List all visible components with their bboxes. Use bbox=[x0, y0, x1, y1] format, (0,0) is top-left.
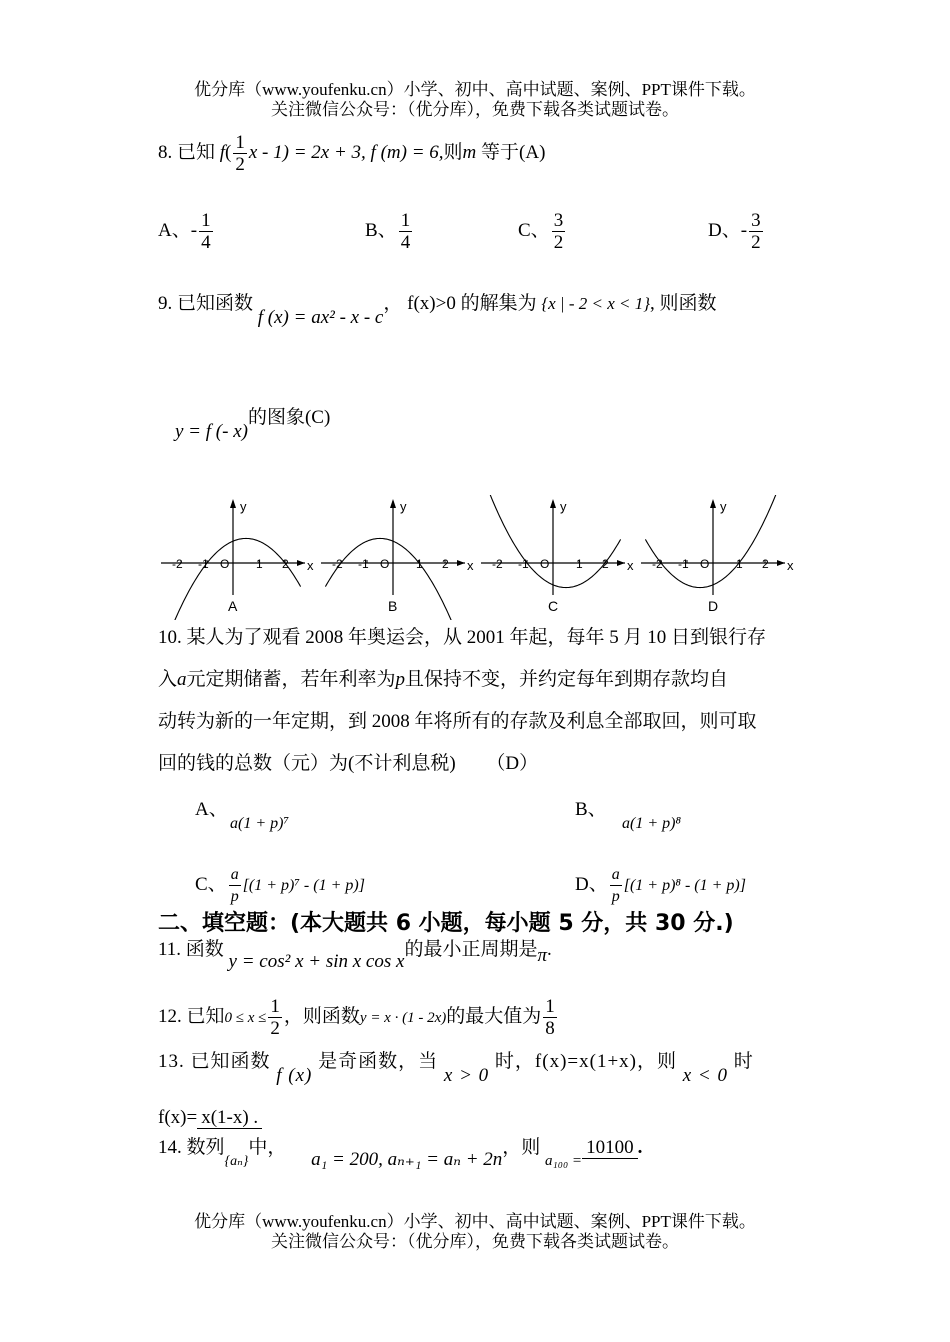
graph-x-arrow bbox=[617, 560, 625, 566]
graph-y-arrow bbox=[710, 499, 716, 508]
q14-target: a₁₀₀ = bbox=[545, 1153, 583, 1169]
graph-x-arrow bbox=[457, 560, 465, 566]
q13-answer: x(1-x) . bbox=[197, 1107, 262, 1129]
graph-tick-label: 1 bbox=[416, 557, 423, 571]
q8-f: f bbox=[219, 141, 226, 163]
header-line-2: 关注微信公众号：（优分库），免费下载各类试题试卷。 bbox=[271, 100, 679, 119]
graph-d bbox=[641, 495, 794, 614]
q14-seq: {aₙ} bbox=[224, 1154, 249, 1169]
q13-prefix: 13. 已知函数 bbox=[158, 1051, 271, 1072]
q10-line2a: 入 bbox=[158, 669, 178, 690]
graph-tick-label: -1 bbox=[198, 557, 209, 571]
q10-opt-c-den: p bbox=[230, 888, 239, 905]
q8-then: 则 bbox=[443, 141, 463, 163]
q9-func: f (x) = ax² - x - c bbox=[257, 307, 384, 328]
graph-y-label: y bbox=[240, 499, 247, 514]
graph-tick-label: O bbox=[540, 557, 550, 571]
q9-set: {x | - 2 < x < 1} bbox=[541, 294, 651, 313]
graph-tick-label: -1 bbox=[678, 557, 689, 571]
graph-a bbox=[161, 499, 314, 620]
q10-answer: （D） bbox=[486, 753, 539, 774]
q8-option-c bbox=[518, 210, 567, 253]
q8-expr: x - 1) = 2x + 3, f (m) = 6, bbox=[248, 141, 444, 163]
graph-tick-label: -2 bbox=[172, 557, 183, 571]
q9-suffix: , 则函数 bbox=[650, 293, 717, 314]
graph-tick-label: 2 bbox=[442, 557, 449, 571]
graph-tick-label: -1 bbox=[518, 557, 529, 571]
q13-line2-prefix: f(x)= bbox=[158, 1107, 198, 1128]
graph-y-arrow bbox=[230, 499, 236, 508]
graph-x-label: x bbox=[627, 558, 634, 573]
graph-b bbox=[321, 499, 474, 620]
graph-tick-label: 2 bbox=[282, 557, 289, 571]
q10-opt-d-den: p bbox=[611, 888, 620, 905]
q13-line-2 bbox=[158, 1106, 262, 1130]
question-14 bbox=[158, 1136, 643, 1170]
q10-p: p bbox=[395, 669, 406, 690]
q14-then: ，则 bbox=[502, 1137, 541, 1158]
q8-prefix: 8. 已知 bbox=[158, 141, 216, 163]
q10-opt-c-rest: [(1 + p)⁷ - (1 + p)] bbox=[242, 876, 365, 894]
graph-x-label: x bbox=[467, 558, 474, 573]
q14-prefix: 14. 数列 bbox=[158, 1137, 225, 1158]
q10-option-d bbox=[575, 864, 746, 907]
q12-func: y = x · (1 - 2x) bbox=[359, 1009, 447, 1026]
q8-opt-a-sign: - bbox=[190, 219, 198, 241]
graph-tick-label: O bbox=[380, 557, 390, 571]
question-12 bbox=[158, 996, 559, 1039]
q11-suffix: 的最小正周期是 bbox=[404, 939, 538, 960]
q12-cond-den: 2 bbox=[270, 1018, 280, 1039]
question-9 bbox=[158, 292, 717, 328]
header-line-1: 优分库（www.youfenku.cn）小学、初中、高中试题、案例、PPT课件下载。 bbox=[194, 80, 756, 99]
q9-comma: ， bbox=[383, 293, 403, 314]
q13-mid1: 是奇函数，当 bbox=[318, 1051, 439, 1072]
graph-tick-label: -1 bbox=[358, 557, 369, 571]
graph-caption: A bbox=[228, 598, 238, 614]
question-11 bbox=[158, 938, 552, 972]
q13-cond1: x > 0 bbox=[443, 1065, 490, 1086]
q10-line4: 回的钱的总数（元）为(不计利息税) bbox=[158, 753, 456, 774]
q9-prefix: 9. 已知函数 bbox=[158, 293, 254, 314]
q8-opt-d-sign: - bbox=[740, 219, 748, 241]
q8-frac-num: 1 bbox=[235, 132, 245, 153]
q8-opt-c-num: 3 bbox=[553, 210, 564, 231]
q10-opt-c-label: C、 bbox=[195, 873, 227, 895]
q10-option-b: a(1 + p)⁸ bbox=[622, 815, 682, 832]
graph-y-label: y bbox=[720, 499, 727, 514]
q10-line-1: 10. 某人为了观看 2008 年奥运会，从 2001 年起，每年 5 月 10 日到银行存 bbox=[158, 627, 767, 648]
q12-ans-num: 1 bbox=[545, 996, 555, 1017]
q11-end: . bbox=[547, 939, 552, 960]
q8-opt-b-num: 1 bbox=[400, 210, 411, 231]
q9-graphs bbox=[155, 495, 795, 620]
q10-opt-d-num: a bbox=[610, 864, 622, 886]
q14-end: . bbox=[637, 1137, 643, 1158]
q10-line-2 bbox=[158, 668, 728, 692]
q9-line2-func: y = f (- x) bbox=[175, 421, 248, 442]
q8-option-b bbox=[365, 210, 414, 253]
q8-opt-c-label: C、 bbox=[518, 219, 550, 241]
q8-opt-a-den: 4 bbox=[201, 232, 211, 253]
q9-line2 bbox=[175, 406, 331, 442]
q14-mid: 中， bbox=[248, 1137, 287, 1158]
graph-caption: D bbox=[708, 598, 719, 614]
graph-tick-label: 1 bbox=[256, 557, 263, 571]
q10-opt-d-label: D、 bbox=[575, 873, 608, 895]
q10-option-b-label: B、 bbox=[575, 799, 607, 820]
q12-cond-left: 0 ≤ x ≤ bbox=[224, 1009, 267, 1026]
q8-suffix: 等于(A) bbox=[481, 141, 546, 163]
q13-mid3: 时 bbox=[733, 1051, 754, 1072]
q10-line-4 bbox=[158, 752, 538, 776]
q8-option-a bbox=[158, 210, 215, 253]
q12-suffix: 的最大值为 bbox=[446, 1005, 542, 1027]
section-2-title: 二、填空题：(本大题共 6 小题，每小题 5 分，共 30 分.) bbox=[158, 911, 734, 936]
graph-tick-label: -2 bbox=[332, 557, 343, 571]
q8-opt-b-label: B、 bbox=[365, 219, 397, 241]
q13-mid2: 时，f(x)=x(1+x)，则 bbox=[494, 1051, 677, 1072]
graph-tick-label: 1 bbox=[576, 557, 583, 571]
q8-opt-d-den: 2 bbox=[751, 232, 761, 253]
question-8 bbox=[158, 132, 545, 175]
q10-line2c: 且保持不变，并约定每年到期存款均自 bbox=[405, 669, 729, 690]
graph-y-label: y bbox=[400, 499, 407, 514]
q11-answer: π bbox=[537, 945, 547, 966]
graph-tick-label: O bbox=[220, 557, 230, 571]
footer-line-2: 关注微信公众号：（优分库），免费下载各类试题试卷。 bbox=[271, 1232, 679, 1251]
q8-opt-a-label: A、 bbox=[158, 219, 191, 241]
graph-x-label: x bbox=[307, 558, 314, 573]
q10-a: a bbox=[177, 669, 187, 690]
graph-y-label: y bbox=[560, 499, 567, 514]
graph-caption: B bbox=[388, 598, 398, 614]
q10-option-c bbox=[195, 864, 365, 907]
graph-caption: C bbox=[548, 598, 559, 614]
q12-mid: ，则函数 bbox=[283, 1005, 360, 1027]
footer-line-1: 优分库（www.youfenku.cn）小学、初中、高中试题、案例、PPT课件下载。 bbox=[194, 1212, 756, 1231]
graph-c bbox=[481, 495, 634, 614]
q10-opt-d-rest: [(1 + p)⁸ - (1 + p)] bbox=[623, 876, 746, 894]
graph-x-arrow bbox=[777, 560, 785, 566]
q13-cond2: x < 0 bbox=[682, 1065, 729, 1086]
question-13 bbox=[158, 1050, 754, 1086]
graph-tick-label: 2 bbox=[762, 557, 769, 571]
q8-option-d bbox=[708, 210, 765, 253]
q11-prefix: 11. 函数 bbox=[158, 939, 224, 960]
q9-cond: f(x)>0 的解集为 bbox=[407, 293, 537, 314]
graph-y-arrow bbox=[390, 499, 396, 508]
q9-line2-text: 的图象(C) bbox=[247, 407, 331, 428]
graph-y-arrow bbox=[550, 499, 556, 508]
q14-recur: a₁ = 200, aₙ₊₁ = aₙ + 2n bbox=[311, 1149, 503, 1170]
q10-line-3: 动转为新的一年定期，到 2008 年将所有的存款及利息全部取回，则可取 bbox=[158, 711, 757, 732]
graph-tick-label: -2 bbox=[652, 557, 663, 571]
q8-opt-d-label: D、 bbox=[708, 219, 741, 241]
q8-open: ( bbox=[225, 141, 232, 163]
q10-option-a: a(1 + p)⁷ bbox=[230, 815, 290, 832]
q8-opt-b-den: 4 bbox=[400, 232, 411, 253]
graph-tick-label: 1 bbox=[736, 557, 743, 571]
q8-m: m bbox=[462, 141, 477, 163]
graph-tick-label: O bbox=[700, 557, 710, 571]
q12-cond-num: 1 bbox=[270, 996, 280, 1017]
q8-opt-d-num: 3 bbox=[751, 210, 761, 231]
q8-opt-a-num: 1 bbox=[201, 210, 211, 231]
q8-fraction bbox=[233, 132, 247, 175]
q8-frac-den: 2 bbox=[235, 154, 245, 175]
q13-func: f (x) bbox=[276, 1065, 313, 1086]
q10-line2b: 元定期储蓄，若年利率为 bbox=[186, 669, 396, 690]
q12-prefix: 12. 已知 bbox=[158, 1005, 225, 1027]
graph-tick-label: -2 bbox=[492, 557, 503, 571]
q12-ans-den: 8 bbox=[545, 1018, 555, 1039]
q14-answer: 10100 bbox=[582, 1137, 638, 1159]
q10-option-a-label: A、 bbox=[195, 799, 228, 820]
q11-func: y = cos² x + sin x cos x bbox=[228, 951, 405, 972]
graph-tick-label: 2 bbox=[602, 557, 609, 571]
graph-x-label: x bbox=[787, 558, 794, 573]
q10-opt-c-num: a bbox=[229, 864, 241, 886]
q8-opt-c-den: 2 bbox=[553, 232, 564, 253]
graph-x-arrow bbox=[297, 560, 305, 566]
